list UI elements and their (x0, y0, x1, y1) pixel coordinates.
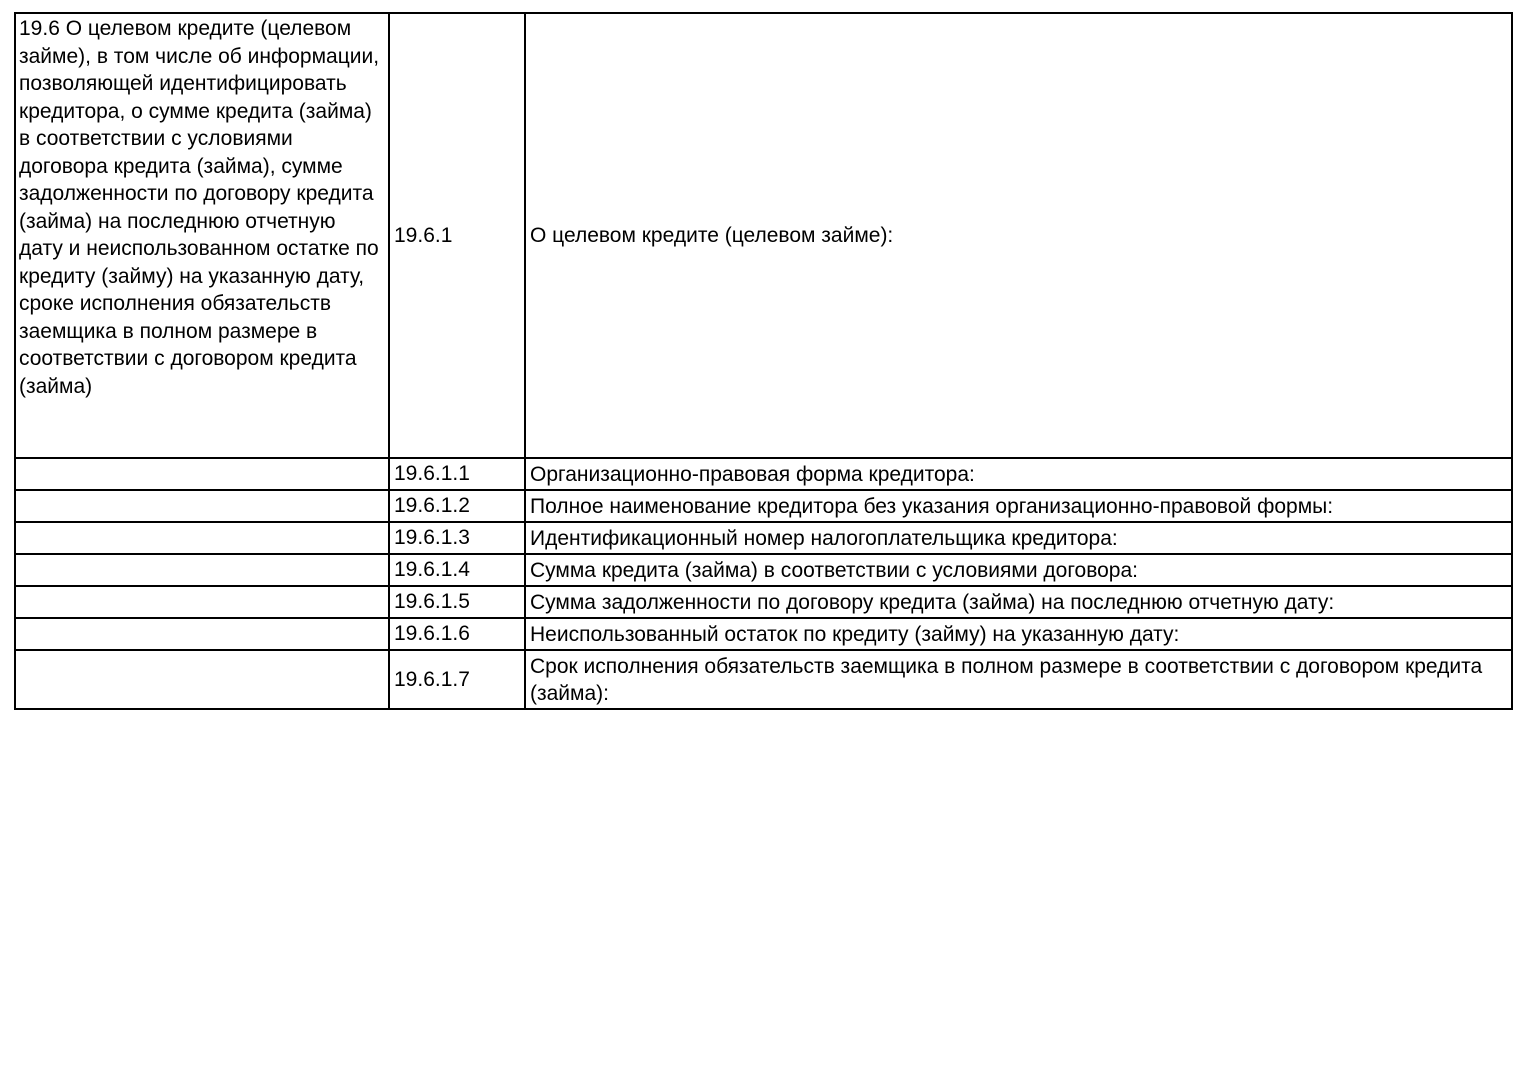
declaration-table (14, 12, 1513, 710)
item-description-cell: О целевом кредите (целевом займе): (525, 13, 1512, 458)
item-code-cell: 19.6.1.4 (389, 554, 525, 586)
item-description-cell: Сумма кредита (займа) в соответствии с условиями договора: (525, 554, 1512, 586)
item-description-cell: Неиспользованный остаток по кредиту (займу) на указанную дату: (525, 618, 1512, 650)
empty-cell (15, 522, 389, 554)
empty-cell (15, 650, 389, 709)
item-description-cell: Полное наименование кредитора без указания организационно-правовой формы: (525, 490, 1512, 522)
empty-cell (15, 586, 389, 618)
table-row (15, 490, 1512, 522)
item-code-cell: 19.6.1.3 (389, 522, 525, 554)
empty-cell (15, 618, 389, 650)
table-row (15, 522, 1512, 554)
item-code-cell: 19.6.1.1 (389, 458, 525, 490)
empty-cell (15, 554, 389, 586)
table-row (15, 618, 1512, 650)
item-code-cell: 19.6.1.5 (389, 586, 525, 618)
item-description-cell: Организационно-правовая форма кредитора: (525, 458, 1512, 490)
section-description-cell: 19.6 О целевом кредите (целевом займе), в том числе об информации, позволяющей идентифицировать кредитора, о сумме кредита (займа) в соответствии с условиями договора кредита (займа), сумме задолженности по договору кредита (займа) на последнюю отчетную дату и неиспользованном остатке по кредиту (займу) на указанную дату, сроке исполнения обязательств заемщика в полном размере в соответствии с договором кредита (займа) (15, 13, 389, 458)
table-row (15, 650, 1512, 709)
item-code-cell: 19.6.1.6 (389, 618, 525, 650)
item-code-cell: 19.6.1 (389, 13, 525, 458)
item-code-cell: 19.6.1.7 (389, 650, 525, 709)
empty-cell (15, 490, 389, 522)
item-description-cell: Идентификационный номер налогоплательщика кредитора: (525, 522, 1512, 554)
table-row (15, 554, 1512, 586)
item-description-cell: Сумма задолженности по договору кредита (займа) на последнюю отчетную дату: (525, 586, 1512, 618)
item-description-cell: Срок исполнения обязательств заемщика в полном размере в соответствии с договором кредита (займа): (525, 650, 1512, 709)
table-row (15, 13, 1512, 458)
table-row (15, 586, 1512, 618)
empty-cell (15, 458, 389, 490)
item-code-cell: 19.6.1.2 (389, 490, 525, 522)
table-row (15, 458, 1512, 490)
